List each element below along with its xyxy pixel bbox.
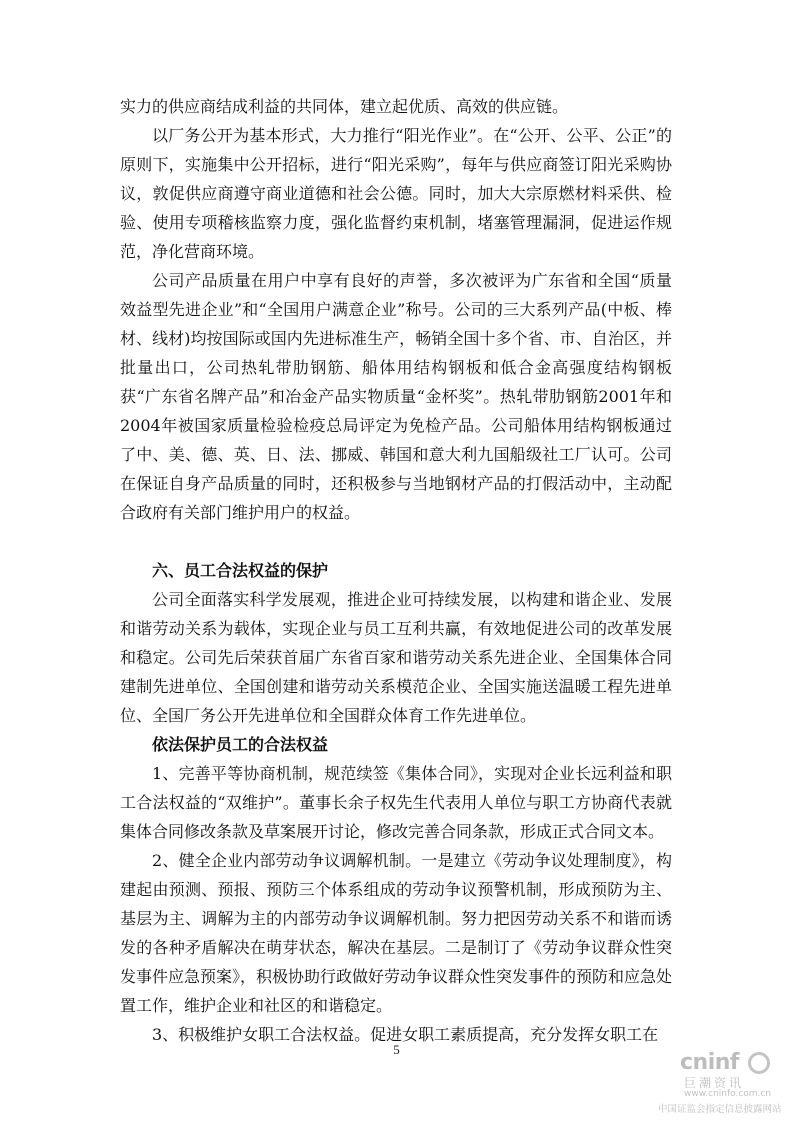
document-body <box>120 92 672 1049</box>
page-number: 5 <box>393 1042 400 1057</box>
subheading-legal-protection: 依法保护员工的合法权益 <box>152 735 329 754</box>
cninfo-watermark <box>640 1050 790 1116</box>
paragraph-collective-contract: 1、完善平等协商机制，规范续签《集体合同》，实现对企业长远利益和职工合法权益的“双维护”。董事长余子权先生代表用人单位与职工方协商代表就集体合同修改条款及草案展开讨论，修改完善合同条款，形成正式合同文本。 <box>120 764 672 841</box>
cninfo-url: www.cninfo.com.cn <box>684 1089 772 1099</box>
cninfo-logo-icon <box>748 1052 770 1074</box>
paragraph-sunshine-operation: 以厂务公开为基本形式，大力推行“阳光作业”。在“公开、公平、公正”的原则下，实施集中公开招标，进行“阳光采购”，每年与供应商签订阳光采购协议，敦促供应商遵守商业道德和社会公德。同时，加大大宗原燃材料采供、检验、使用专项稽核监察力度，强化监督约束机制，堵塞管理漏洞，促进运作规范，净化营商环境。 <box>120 126 672 261</box>
section-spacer <box>120 527 672 556</box>
section-heading-employee-rights: 六、员工合法权益的保护 <box>152 561 329 580</box>
paragraph-harmonious-relations: 公司全面落实科学发展观，推进企业可持续发展，以构建和谐企业、发展和谐劳动关系为载体，实现企业与员工互利共赢，有效地促进公司的改革发展和稳定。公司先后荣获首届广东省百家和谐劳动关系先进企业、全国集体合同建制先进单位、全国创建和谐劳动关系模范企业、全国实施送温暖工程先进单位、全国厂务公开先进单位和全国群众体育工作先进单位。 <box>120 590 672 725</box>
cninfo-subtitle: 中国证监会指定信息披露网站 <box>658 1104 782 1115</box>
paragraph-product-quality: 公司产品质量在用户中享有良好的声誉，多次被评为广东省和全国“质量效益型先进企业”和“全国用户满意企业”称号。公司的三大系列产品(中板、棒材、线材)均按国际或国内先进标准生产，畅销全国十多个省、市、自治区，并批量出口，公司热轧带肋钢筋、船体用结构钢板和低合金高强度结构钢板获“广东省名牌产品”和冶金产品实物质量“金杯奖”。热轧带肋钢筋2001年和2004年被国家质量检验检疫总局评定为免检产品。公司船体用结构钢板通过了中、美、德、英、日、法、挪威、韩国和意大利九国船级社工厂认可。公司在保证自身产品质量的同时，还积极参与当地钢材产品的打假活动中，主动配合政府有关部门维护用户的权益。 <box>120 271 672 522</box>
paragraph-supply-chain: 实力的供应商结成利益的共同体，建立起优质、高效的供应链。 <box>120 97 569 116</box>
paragraph-female-workers: 3、积极维护女职工合法权益。促进女职工素质提高，充分发挥女职工在 <box>152 1025 659 1044</box>
paragraph-dispute-mediation: 2、健全企业内部劳动争议调解机制。一是建立《劳动争议处理制度》，构建起由预测、预报、预防三个体系组成的劳动争议预警机制，形成预防为主、基层为主、调解为主的内部劳动争议调解机制。努力把因劳动关系不和谐而诱发的各种矛盾解决在萌芽状态，解决在基层。二是制订了《劳动争议群众性突发事件应急预案》，积极协助行政做好劳动争议群众性突发事件的预防和应急处置工作，维护企业和社区的和谐稳定。 <box>120 851 673 1015</box>
cninfo-name: 巨潮资讯 <box>684 1076 745 1090</box>
cninfo-logo-text: cninf <box>680 1050 739 1075</box>
